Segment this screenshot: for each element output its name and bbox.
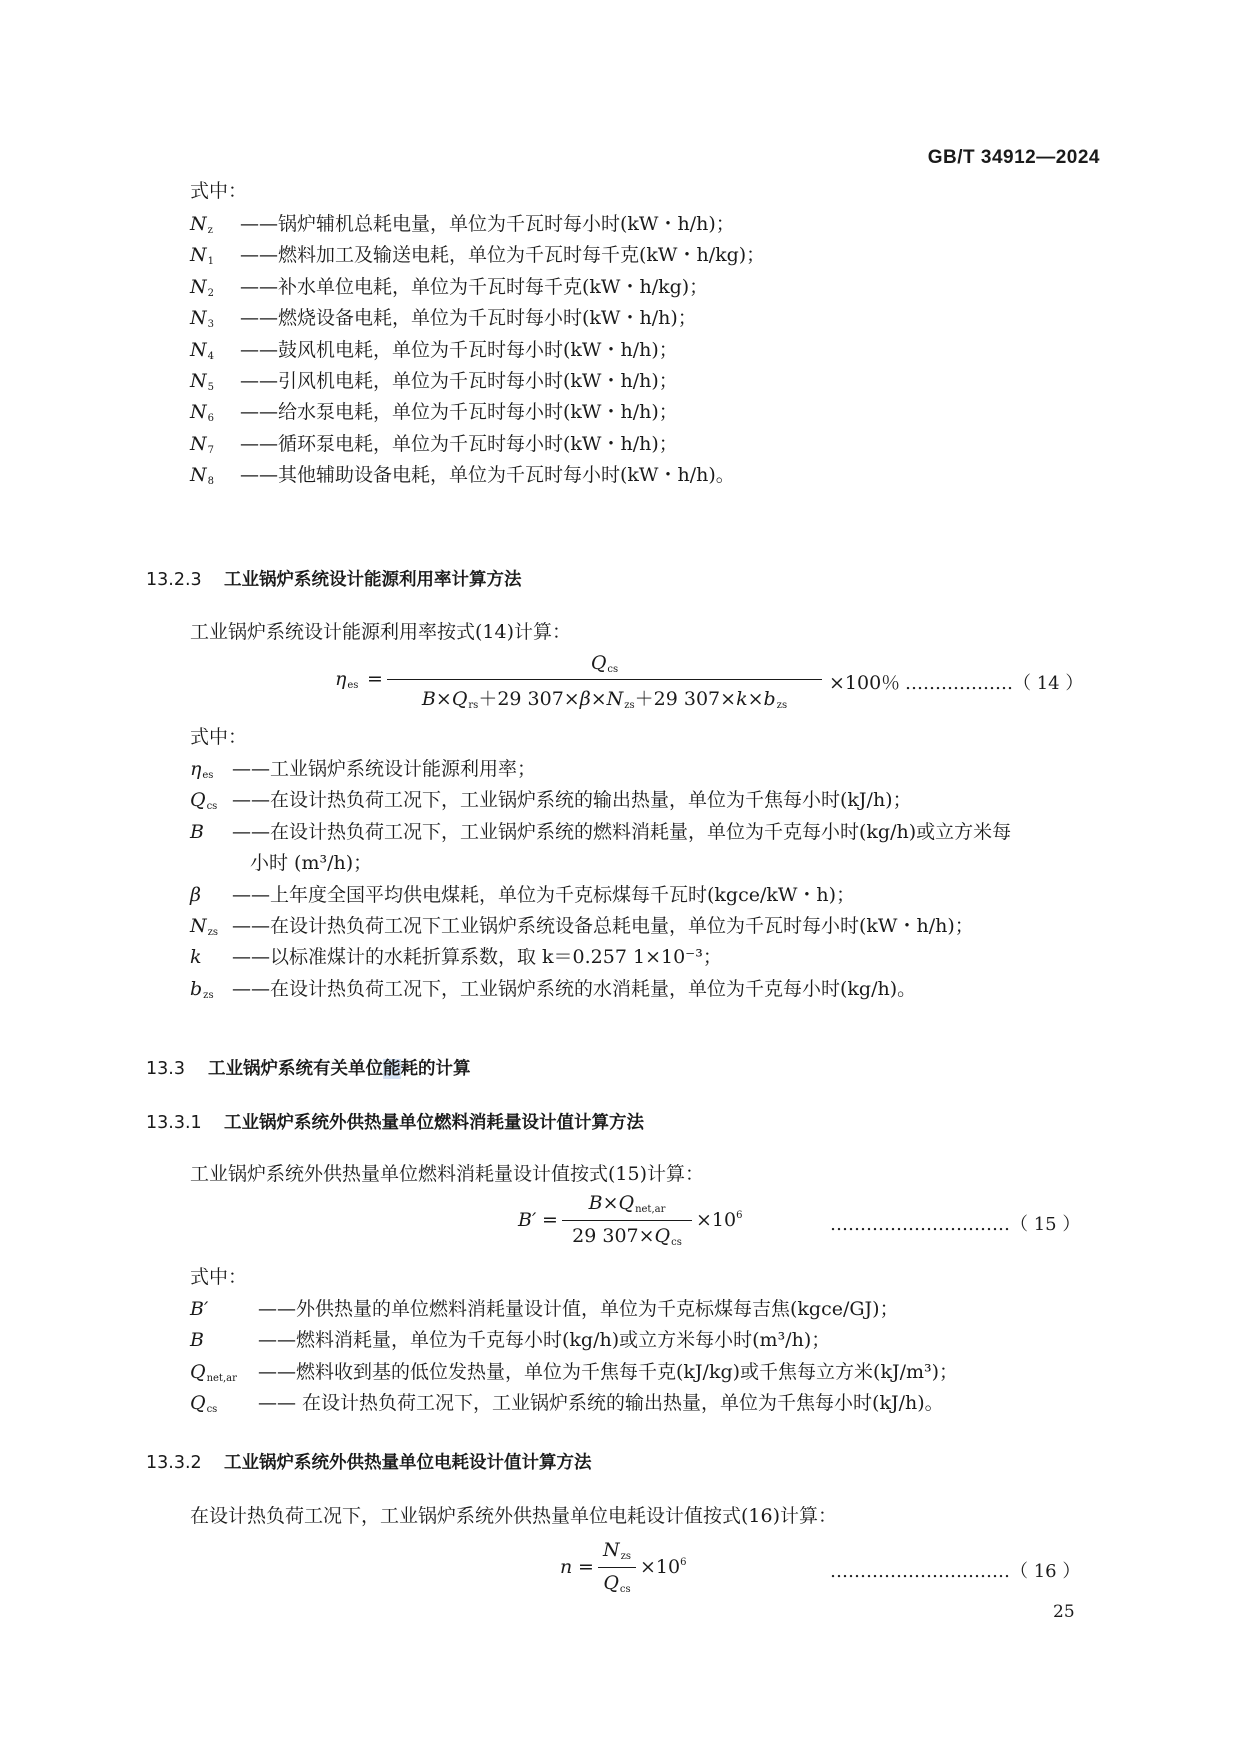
definition-text: ——在设计热负荷工况下，工业锅炉系统的燃料消耗量，单位为千克每小时(kg/h)或立方米每 — [232, 820, 1012, 843]
definition-text: 小时 (m³/h)； — [250, 852, 373, 875]
formula-16-lead: 在设计热负荷工况下，工业锅炉系统外供热量单位电耗设计值按式(16)计算： — [190, 1505, 838, 1527]
formula-15-fraction — [562, 1192, 692, 1252]
formula-16-fraction — [598, 1539, 636, 1599]
heading-13-3-1 — [146, 1110, 644, 1136]
definition-text: ——在设计热负荷工况下，工业锅炉系统的输出热量，单位为千焦每小时(kJ/h)； — [232, 789, 912, 812]
formula-15-tail: $\times 10^6$ — [696, 1209, 743, 1231]
definition-item — [190, 274, 708, 307]
definition-item — [190, 305, 697, 338]
heading-13-2-3 — [146, 567, 522, 593]
section-title: 工业锅炉系统外供热量单位电耗设计值计算方法 — [224, 1453, 592, 1473]
section-number: 13.3.2 — [146, 1453, 202, 1473]
definition-item — [190, 337, 678, 370]
definition-item — [190, 882, 855, 908]
definition-item — [190, 1390, 944, 1423]
section-title: 工业锅炉系统外供热量单位燃料消耗量设计值计算方法 — [224, 1113, 644, 1133]
definition-item — [190, 850, 372, 876]
fraction-bar — [598, 1567, 636, 1568]
formula-16-lhs: n — [560, 1556, 573, 1578]
definition-text: ——燃料收到基的低位发热量，单位为千焦每千克(kJ/kg)或千焦每立方米(kJ/m³)； — [258, 1360, 959, 1383]
equation-number-14: ………………（ 14 ） — [905, 673, 1084, 694]
definition-text: ——上年度全国平均供电煤耗，单位为千克标煤每千瓦时(kgce/kW・h)； — [232, 883, 856, 906]
definition-symbol: $N_3$ — [190, 307, 214, 331]
definition-item — [190, 913, 974, 946]
definition-symbol: β — [190, 883, 201, 906]
formula-14-denominator: $B\times Q_{rs}+29$ $307\times\beta\times N_{zs}+29$ $307\times k\times b_{zs}$ — [421, 688, 788, 711]
definition-symbol: $N_6$ — [190, 401, 214, 425]
formula-15-denominator: 29 $307\times Q_{cs}$ — [572, 1225, 682, 1248]
definition-symbol: B — [190, 1329, 204, 1352]
equation-number-15: …………………………（ 15 ） — [830, 1214, 1081, 1235]
definition-item — [190, 211, 735, 244]
definition-item — [190, 431, 678, 464]
definition-item — [190, 1327, 830, 1353]
definition-text: ——以标准煤计的水耗折算系数，取 k＝0.257 1×10⁻³； — [232, 946, 722, 969]
formula-14-eq: = — [367, 668, 383, 690]
definition-text: ——给水泵电耗，单位为千瓦时每小时(kW・h/h)； — [240, 401, 678, 424]
formula-14-lead: 工业锅炉系统设计能源利用率按式(14)计算： — [190, 621, 572, 643]
definition-text: ——补水单位电耗，单位为千瓦时每千克(kW・h/kg)； — [240, 275, 709, 298]
definition-symbol: $N_1$ — [190, 244, 214, 268]
formula-14-numerator: $Q_{cs}$ — [590, 652, 619, 675]
definition-item — [190, 462, 735, 495]
definition-text: ——其他辅助设备电耗，单位为千瓦时每小时(kW・h/h)。 — [240, 464, 735, 487]
formula-16-eq: = — [578, 1556, 594, 1578]
fraction-bar — [562, 1220, 692, 1221]
fraction-bar — [387, 679, 822, 680]
section-title-b: 耗的计算 — [400, 1059, 471, 1079]
section-number: 13.3.1 — [146, 1113, 202, 1133]
definition-symbol: B — [190, 820, 204, 843]
definition-symbol: $N_4$ — [190, 338, 214, 362]
definition-symbol: $N_z$ — [190, 213, 213, 236]
section-title-highlight: 能 — [383, 1059, 401, 1079]
where-label-1: 式中： — [190, 180, 248, 202]
definition-text: ——在设计热负荷工况下工业锅炉系统设备总耗电量，单位为千瓦时每小时(kW・h/h)； — [232, 915, 974, 937]
definition-item — [190, 1296, 899, 1322]
definition-symbol: $N_5$ — [190, 370, 214, 393]
formula-16 — [560, 1539, 720, 1599]
definition-text: ——外供热量的单位燃料消耗量设计值，单位为千克标煤每吉焦(kgce/GJ)； — [258, 1298, 899, 1320]
page-number: 25 — [1053, 1602, 1075, 1622]
definition-symbol: $Q_{cs}$ — [190, 1392, 218, 1416]
definition-item — [190, 787, 912, 820]
definition-item — [190, 976, 916, 1009]
section-number: 13.2.3 — [146, 570, 202, 590]
where-label-2: 式中： — [190, 726, 248, 748]
formula-14-tail: ×100％ — [829, 672, 901, 694]
definition-text: ——在设计热负荷工况下，工业锅炉系统的水消耗量，单位为千克每小时(kg/h)。 — [232, 977, 917, 1000]
definition-text: ——鼓风机电耗，单位为千瓦时每小时(kW・h/h)； — [240, 338, 678, 361]
definition-symbol: $b_{zs}$ — [190, 977, 214, 1001]
definition-symbol: B′ — [190, 1298, 209, 1320]
definition-item — [190, 242, 765, 275]
definition-item — [190, 944, 722, 970]
section-title: 工业锅炉系统设计能源利用率计算方法 — [224, 570, 522, 590]
definition-text: ——燃烧设备电耗，单位为千瓦时每小时(kW・h/h)； — [240, 307, 697, 330]
definition-text: —— 在设计热负荷工况下，工业锅炉系统的输出热量，单位为千焦每小时(kJ/h)。 — [258, 1392, 944, 1415]
formula-16-numerator: $N_{zs}$ — [602, 1539, 632, 1562]
definition-symbol: $N_7$ — [190, 432, 214, 456]
definition-text: ——工业锅炉系统设计能源利用率； — [232, 758, 537, 780]
formula-15-numerator: $B\times Q_{net,ar}$ — [588, 1192, 666, 1215]
formula-14 — [335, 652, 901, 712]
definition-symbol: $Q_{cs}$ — [190, 789, 218, 813]
heading-13-3 — [146, 1056, 471, 1082]
standard-code: GB/T 34912—2024 — [927, 147, 1100, 168]
formula-15-lhs: B′ — [518, 1209, 537, 1231]
definition-text: ——燃料加工及输送电耗，单位为千瓦时每千克(kW・h/kg)； — [240, 244, 766, 267]
definition-symbol: $N_{zs}$ — [190, 915, 219, 938]
definition-text: ——引风机电耗，单位为千瓦时每小时(kW・h/h)； — [240, 370, 678, 392]
definition-symbol: $N_8$ — [190, 464, 214, 488]
formula-15-lead: 工业锅炉系统外供热量单位燃料消耗量设计值按式(15)计算： — [190, 1163, 705, 1185]
definition-text: ——循环泵电耗，单位为千瓦时每小时(kW・h/h)； — [240, 432, 678, 455]
definition-symbol: $\eta_{es}$ — [190, 758, 214, 781]
definition-item — [190, 1359, 958, 1392]
section-title-a: 工业锅炉系统有关单位 — [208, 1059, 383, 1079]
definition-symbol: $Q_{net,ar}$ — [190, 1360, 237, 1384]
definition-item — [190, 756, 536, 789]
definition-text: ——燃料消耗量，单位为千克每小时(kg/h)或立方米每小时(m³/h)； — [258, 1329, 831, 1352]
formula-14-fraction — [387, 652, 822, 712]
heading-13-3-2 — [146, 1450, 592, 1476]
where-label-3: 式中： — [190, 1266, 248, 1288]
formula-16-tail: $\times 10^6$ — [640, 1556, 687, 1578]
formula-15 — [518, 1192, 758, 1252]
definition-text: ——锅炉辅机总耗电量，单位为千瓦时每小时(kW・h/h)； — [240, 213, 735, 235]
section-number: 13.3 — [146, 1059, 185, 1079]
formula-16-denominator: $Q_{cs}$ — [603, 1572, 631, 1595]
formula-15-eq: = — [542, 1209, 558, 1231]
formula-14-lhs: $\eta_{es}$ — [335, 668, 359, 691]
definition-item — [190, 368, 678, 401]
equation-number-16: …………………………（ 16 ） — [830, 1561, 1081, 1582]
definition-symbol: $N_2$ — [190, 275, 214, 299]
definition-item — [190, 819, 1011, 845]
definition-symbol: k — [190, 946, 202, 969]
definition-item — [190, 399, 678, 432]
